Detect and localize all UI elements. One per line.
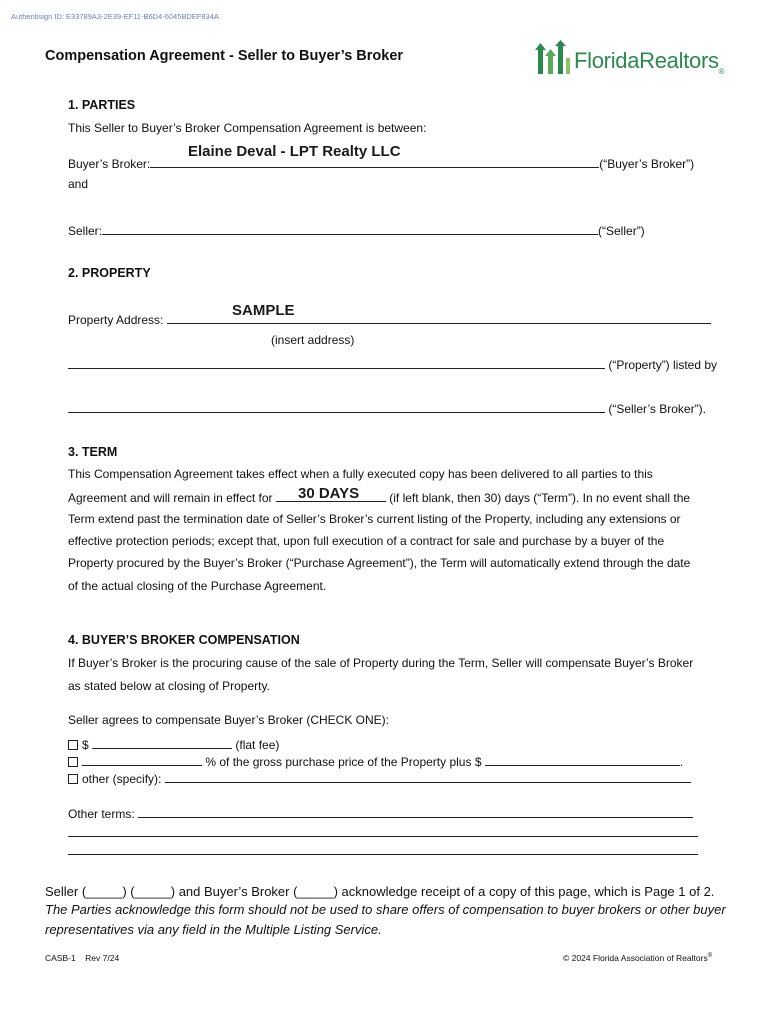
listed-by-row	[68, 356, 717, 372]
percentage-checkbox[interactable]	[68, 757, 78, 767]
other-terms-line-2	[68, 824, 698, 840]
listed-by-text: (“Property”) listed by	[608, 358, 718, 372]
percentage-field[interactable]	[82, 753, 202, 766]
mls-note-line-2: representatives via any field in the Multiple Listing Service.	[45, 922, 382, 937]
property-address-label: Property Address:	[68, 313, 164, 327]
seller-field[interactable]	[102, 222, 598, 235]
copyright-registered-mark: ®	[707, 953, 713, 960]
flat-fee-label: (flat fee)	[235, 738, 280, 752]
other-terms-field-3[interactable]	[68, 842, 698, 855]
check-one-intro: Seller agrees to compensate Buyer’s Broker (CHECK ONE):	[68, 713, 390, 727]
option-other	[68, 770, 691, 786]
option-flat-fee	[68, 736, 279, 752]
term-line-5: Property procured by the Buyer’s Broker (“Purchase Agreement”), the Term will automatically extend through the date	[68, 556, 691, 570]
form-revision: Rev 7/24	[85, 953, 120, 963]
buyers-broker-suffix: (“Buyer’s Broker”)	[599, 157, 695, 171]
sellers-broker-field[interactable]	[68, 400, 605, 413]
compensation-line-1: If Buyer’s Broker is the procuring cause of the sale of Property during the Term, Seller will compensate Buyer’s Broker	[68, 656, 694, 670]
term-line-2	[68, 489, 690, 505]
compensation-line-2: as stated below at closing of Property.	[68, 679, 270, 693]
form-id	[45, 953, 119, 963]
flat-fee-dollar: $	[82, 738, 89, 752]
logo-wordmark: FloridaRealtors	[574, 48, 719, 73]
copyright-notice	[563, 953, 712, 963]
form-code: CASB-1	[45, 953, 76, 963]
term-line-4: effective protection periods; except that, upon full execution of a contract for sale and purchase by a buyer of the	[68, 534, 665, 548]
flat-fee-checkbox[interactable]	[68, 740, 78, 750]
copyright-text: © 2024 Florida Association of Realtors	[563, 953, 708, 963]
sellers-broker-row	[68, 400, 706, 416]
authentisign-id: Authentisign ID: E33789A3-2E39-EF11-B6D4-6045BDEF834A	[11, 12, 219, 21]
other-specify-field[interactable]	[165, 770, 691, 783]
logo-registered-mark: ®	[718, 67, 725, 76]
term-line-3: Term extend past the termination date of Seller’s Broker’s current listing of the Property, including any extensions or	[68, 512, 681, 526]
sellers-broker-suffix: (“Seller’s Broker”).	[608, 402, 706, 416]
acknowledgment-text: Seller (_____) (_____) and Buyer’s Broker (_____) acknowledge receipt of a copy of this page, which is Page 1 of 2.	[45, 884, 715, 899]
other-label: other (specify):	[82, 772, 162, 786]
term-days-value[interactable]: 30 DAYS	[298, 485, 360, 502]
buyers-broker-label: Buyer’s Broker:	[68, 157, 151, 171]
mls-note-line-1: The Parties acknowledge this form should not be used to share offers of compensation to buyer brokers or other buyer	[45, 902, 726, 917]
houses-logo-icon	[535, 40, 571, 76]
other-terms-line-3	[68, 842, 698, 858]
property-address-value[interactable]: SAMPLE	[232, 302, 295, 319]
term-line-6: of the actual closing of the Purchase Agreement.	[68, 579, 327, 593]
property-address-row	[68, 311, 711, 327]
flat-fee-field[interactable]	[92, 736, 232, 749]
seller-label: Seller:	[68, 224, 103, 238]
buyers-broker-value[interactable]: Elaine Deval - LPT Realty LLC	[188, 143, 401, 160]
florida-realtors-logo	[535, 36, 725, 76]
option-percentage: % of the gross purchase price of the Property plus $ .	[68, 753, 683, 769]
section-4-heading: 4. BUYER’S BROKER COMPENSATION	[68, 633, 300, 647]
other-checkbox[interactable]	[68, 774, 78, 784]
term-line-1: This Compensation Agreement takes effect when a fully executed copy has been delivered to all parties to this	[68, 467, 653, 481]
section-3-heading: 3. TERM	[68, 445, 118, 459]
percentage-label: % of the gross purchase price of the Property plus $	[205, 755, 482, 769]
term-line-2-pre: Agreement and will remain in effect for	[68, 491, 273, 505]
other-terms-field-2[interactable]	[68, 824, 698, 837]
term-line-2-post: (if left blank, then 30) days (“Term”). In no event shall the	[389, 491, 691, 505]
parties-intro: This Seller to Buyer’s Broker Compensation Agreement is between:	[68, 121, 427, 135]
other-terms-field-1[interactable]	[138, 805, 693, 818]
property-line-2-field[interactable]	[68, 356, 605, 369]
other-terms-row	[68, 805, 693, 821]
insert-address-hint: (insert address)	[271, 333, 355, 347]
seller-row	[68, 222, 645, 238]
and-text: and	[68, 177, 89, 191]
seller-suffix: (“Seller”)	[598, 224, 645, 238]
section-2-heading: 2. PROPERTY	[68, 266, 151, 280]
section-1-heading: 1. PARTIES	[68, 98, 136, 112]
page-title: Compensation Agreement - Seller to Buyer’s Broker	[45, 48, 404, 64]
percentage-plus-amount-field[interactable]	[485, 753, 680, 766]
other-terms-label: Other terms:	[68, 807, 135, 821]
